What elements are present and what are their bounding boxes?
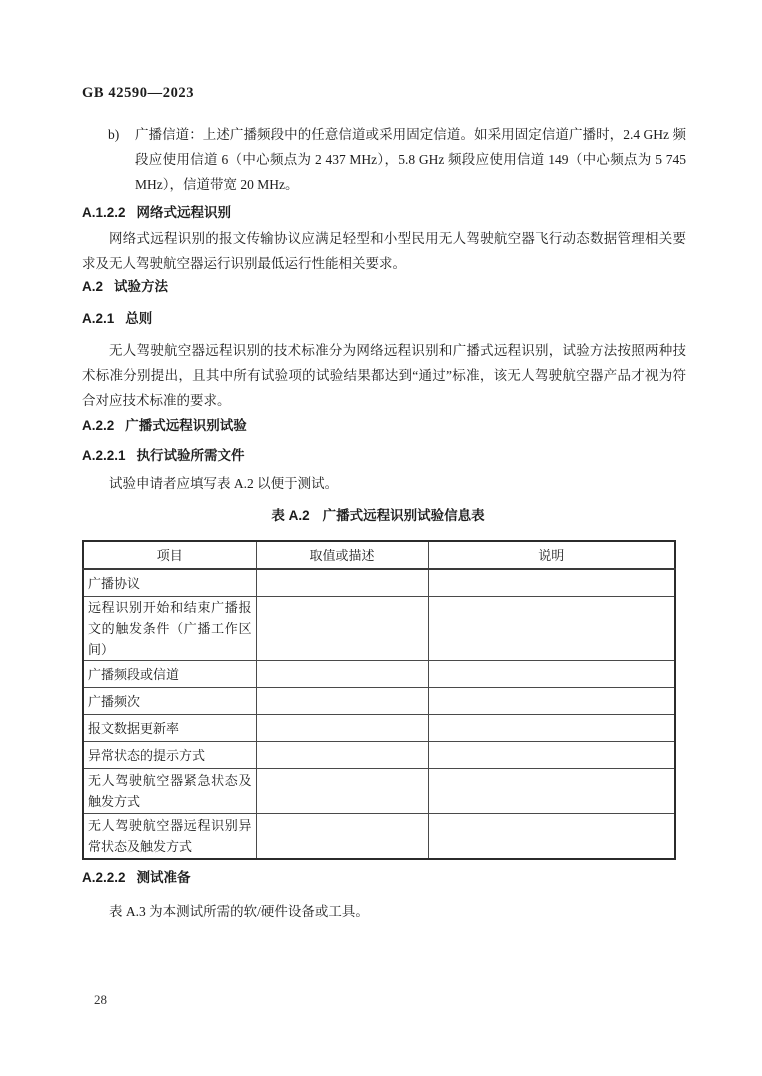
- column-header-value: 取值或描述: [256, 541, 428, 569]
- section-number: A.2.2: [82, 418, 115, 433]
- cell-item: 无人驾驶航空器远程识别异常状态及触发方式: [83, 814, 256, 860]
- cell-note: [428, 688, 675, 715]
- paragraph-a222: 表 A.3 为本测试所需的软/硬件设备或工具。: [109, 904, 369, 919]
- standard-code-header: GB 42590—2023: [82, 85, 195, 101]
- cell-value: [256, 688, 428, 715]
- table-caption: [82, 503, 674, 528]
- cell-value: [256, 569, 428, 597]
- table-row: [83, 715, 675, 742]
- cell-item: 无人驾驶航空器紧急状态及触发方式: [83, 769, 256, 814]
- cell-item: 广播频段或信道: [83, 661, 256, 688]
- section-title: 总则: [125, 311, 153, 326]
- paragraph-a122: 网络式远程识别的报文传输协议应满足轻型和小型民用无人驾驶航空器飞行动态数据管理相关要求及无人驾驶航空器运行识别最低运行性能相关要求。: [82, 231, 686, 271]
- table-row: [83, 569, 675, 597]
- cell-note: [428, 597, 675, 661]
- section-title: 执行试验所需文件: [136, 448, 245, 463]
- cell-value: [256, 715, 428, 742]
- section-heading-a221: [82, 447, 245, 465]
- table-row: [83, 769, 675, 814]
- table-row: [83, 597, 675, 661]
- cell-note: [428, 814, 675, 860]
- column-header-note: 说明: [428, 541, 675, 569]
- cell-note: [428, 769, 675, 814]
- cell-item: 报文数据更新率: [83, 715, 256, 742]
- section-heading-a122: [82, 204, 231, 222]
- table-row: [83, 661, 675, 688]
- section-number: A.2.2.1: [82, 448, 126, 463]
- cell-note: [428, 569, 675, 597]
- section-number: A.2: [82, 279, 104, 294]
- cell-item: 广播协议: [83, 569, 256, 597]
- cell-value: [256, 597, 428, 661]
- table-header-row: [83, 541, 675, 569]
- section-title: 测试准备: [136, 870, 191, 885]
- table-row: [83, 688, 675, 715]
- column-header-item: 项目: [83, 541, 256, 569]
- table-caption-title: 广播式远程识别试验信息表: [322, 508, 485, 523]
- table-caption-label: 表 A.2: [271, 508, 310, 523]
- list-item-marker: b): [108, 127, 120, 142]
- table-row: [83, 814, 675, 860]
- cell-value: [256, 742, 428, 769]
- section-title: 广播式远程识别试验: [125, 418, 247, 433]
- cell-item: 异常状态的提示方式: [83, 742, 256, 769]
- page-number: 28: [94, 992, 107, 1007]
- cell-note: [428, 715, 675, 742]
- section-number: A.2.1: [82, 311, 115, 326]
- section-heading-a22: [82, 417, 247, 435]
- paragraph-a221: 试验申请者应填写表 A.2 以便于测试。: [109, 476, 339, 491]
- cell-item: 远程识别开始和结束广播报文的触发条件（广播工作区间）: [83, 597, 256, 661]
- section-title: 试验方法: [114, 279, 169, 294]
- table-row: [83, 742, 675, 769]
- section-number: A.1.2.2: [82, 205, 126, 220]
- list-item-b: [108, 122, 686, 197]
- paragraph-a21: 无人驾驶航空器远程识别的技术标准分为网络远程识别和广播式远程识别，试验方法按照两种技术标准分别提出，且其中所有试验项的试验结果都达到“通过”标准，该无人驾驶航空器产品才视为符合对应技术标准的要求。: [82, 343, 686, 408]
- section-heading-a222: [82, 869, 191, 887]
- list-item-text: 广播信道：上述广播频段中的任意信道或采用固定信道。如采用固定信道广播时，2.4 GHz 频段应使用信道 6（中心频点为 2 437 MHz），5.8 GHz 频段应使用信道 149（中心频点为 5 745 MHz），信道带宽 20 MHz。: [135, 127, 686, 192]
- cell-item: 广播频次: [83, 688, 256, 715]
- section-number: A.2.2.2: [82, 870, 126, 885]
- cell-note: [428, 742, 675, 769]
- cell-value: [256, 814, 428, 860]
- section-title: 网络式远程识别: [136, 205, 232, 220]
- section-heading-a2: [82, 278, 168, 296]
- cell-value: [256, 769, 428, 814]
- section-heading-a21: [82, 310, 152, 328]
- cell-value: [256, 661, 428, 688]
- cell-note: [428, 661, 675, 688]
- test-info-table: [82, 540, 676, 860]
